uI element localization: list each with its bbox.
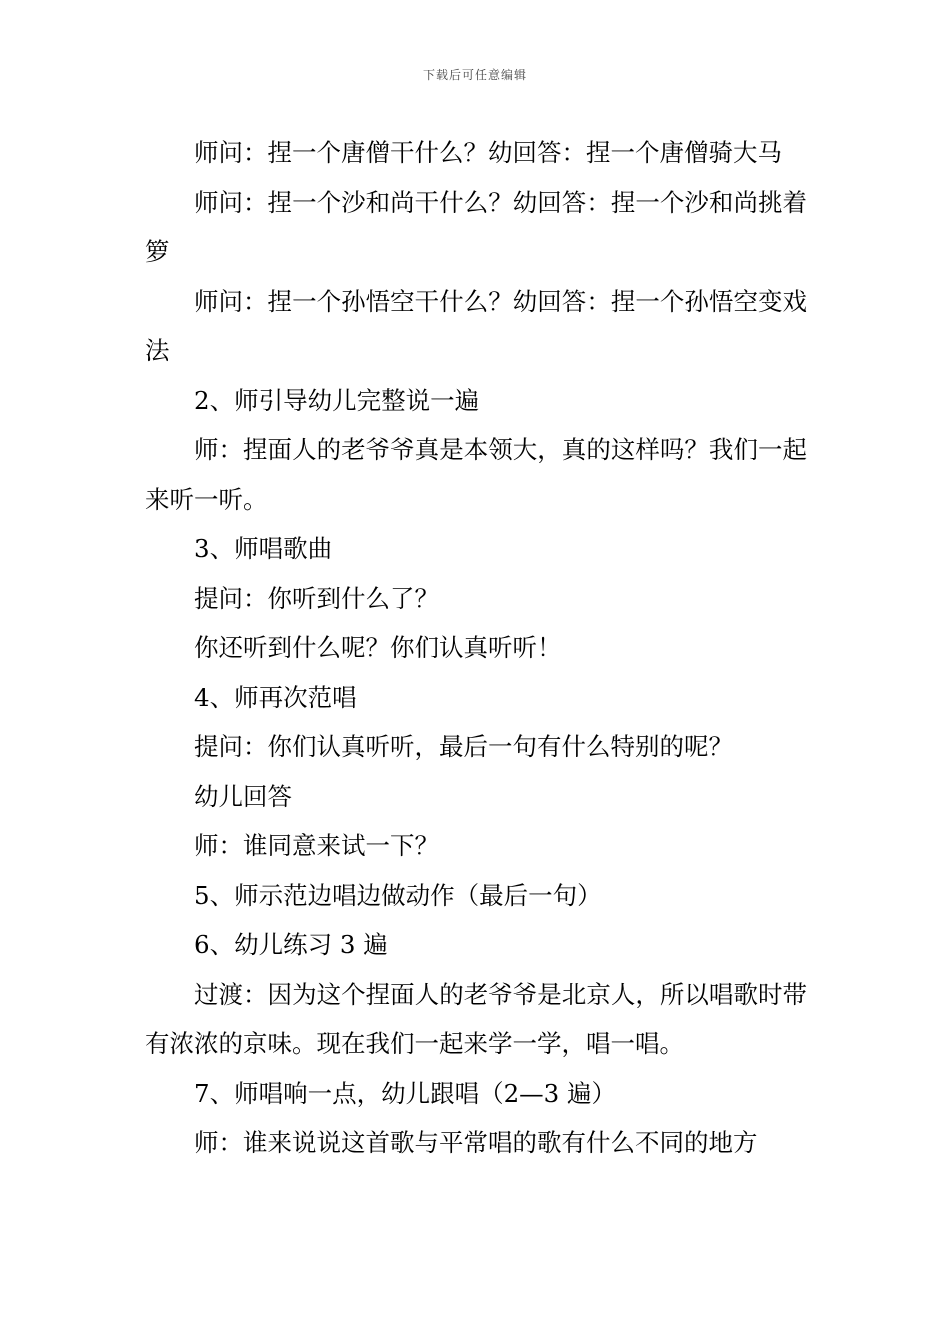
paragraph: 7、师唱响一点，幼儿跟唱（2—3 遍） xyxy=(194,1078,617,1108)
paragraph: 3、师唱歌曲 xyxy=(194,534,333,563)
paragraph: 师：谁来说说这首歌与平常唱的歌有什么不同的地方 xyxy=(194,1128,758,1157)
paragraph: 6、幼儿练习 3 遍 xyxy=(194,930,388,959)
paragraph: 过渡：因为这个捏面人的老爷爷是北京人，所以唱歌时带有浓浓的京味。现在我们一起来学一学，唱一唱。 xyxy=(145,979,807,1058)
page-header-note: 下载后可任意编辑 xyxy=(422,68,527,82)
paragraph: 师问：捏一个唐僧干什么？幼回答：捏一个唐僧骑大马 xyxy=(194,138,782,167)
paragraph: 师：捏面人的老爷爷真是本领大，真的这样吗？我们一起来听一听。 xyxy=(145,435,807,514)
paragraph: 你还听到什么呢？你们认真听听！ xyxy=(194,633,562,662)
paragraph: 4、师再次范唱 xyxy=(194,682,357,712)
paragraph: 提问：你们认真听听，最后一句有什么特别的呢？ xyxy=(194,732,733,761)
paragraph: 幼儿回答 xyxy=(194,781,292,811)
paragraph: 师：谁同意来试一下？ xyxy=(194,831,439,860)
paragraph: 师问：捏一个孙悟空干什么？幼回答：捏一个孙悟空变戏法 xyxy=(145,286,807,365)
paragraph: 5、师示范边唱边做动作（最后一句） xyxy=(194,880,602,910)
paragraph: 师问：捏一个沙和尚干什么？幼回答：捏一个沙和尚挑着箩 xyxy=(145,187,807,266)
paragraph: 提问：你听到什么了？ xyxy=(194,583,439,613)
document-body xyxy=(145,128,807,1168)
paragraph: 2、师引导幼儿完整说一遍 xyxy=(194,385,480,415)
